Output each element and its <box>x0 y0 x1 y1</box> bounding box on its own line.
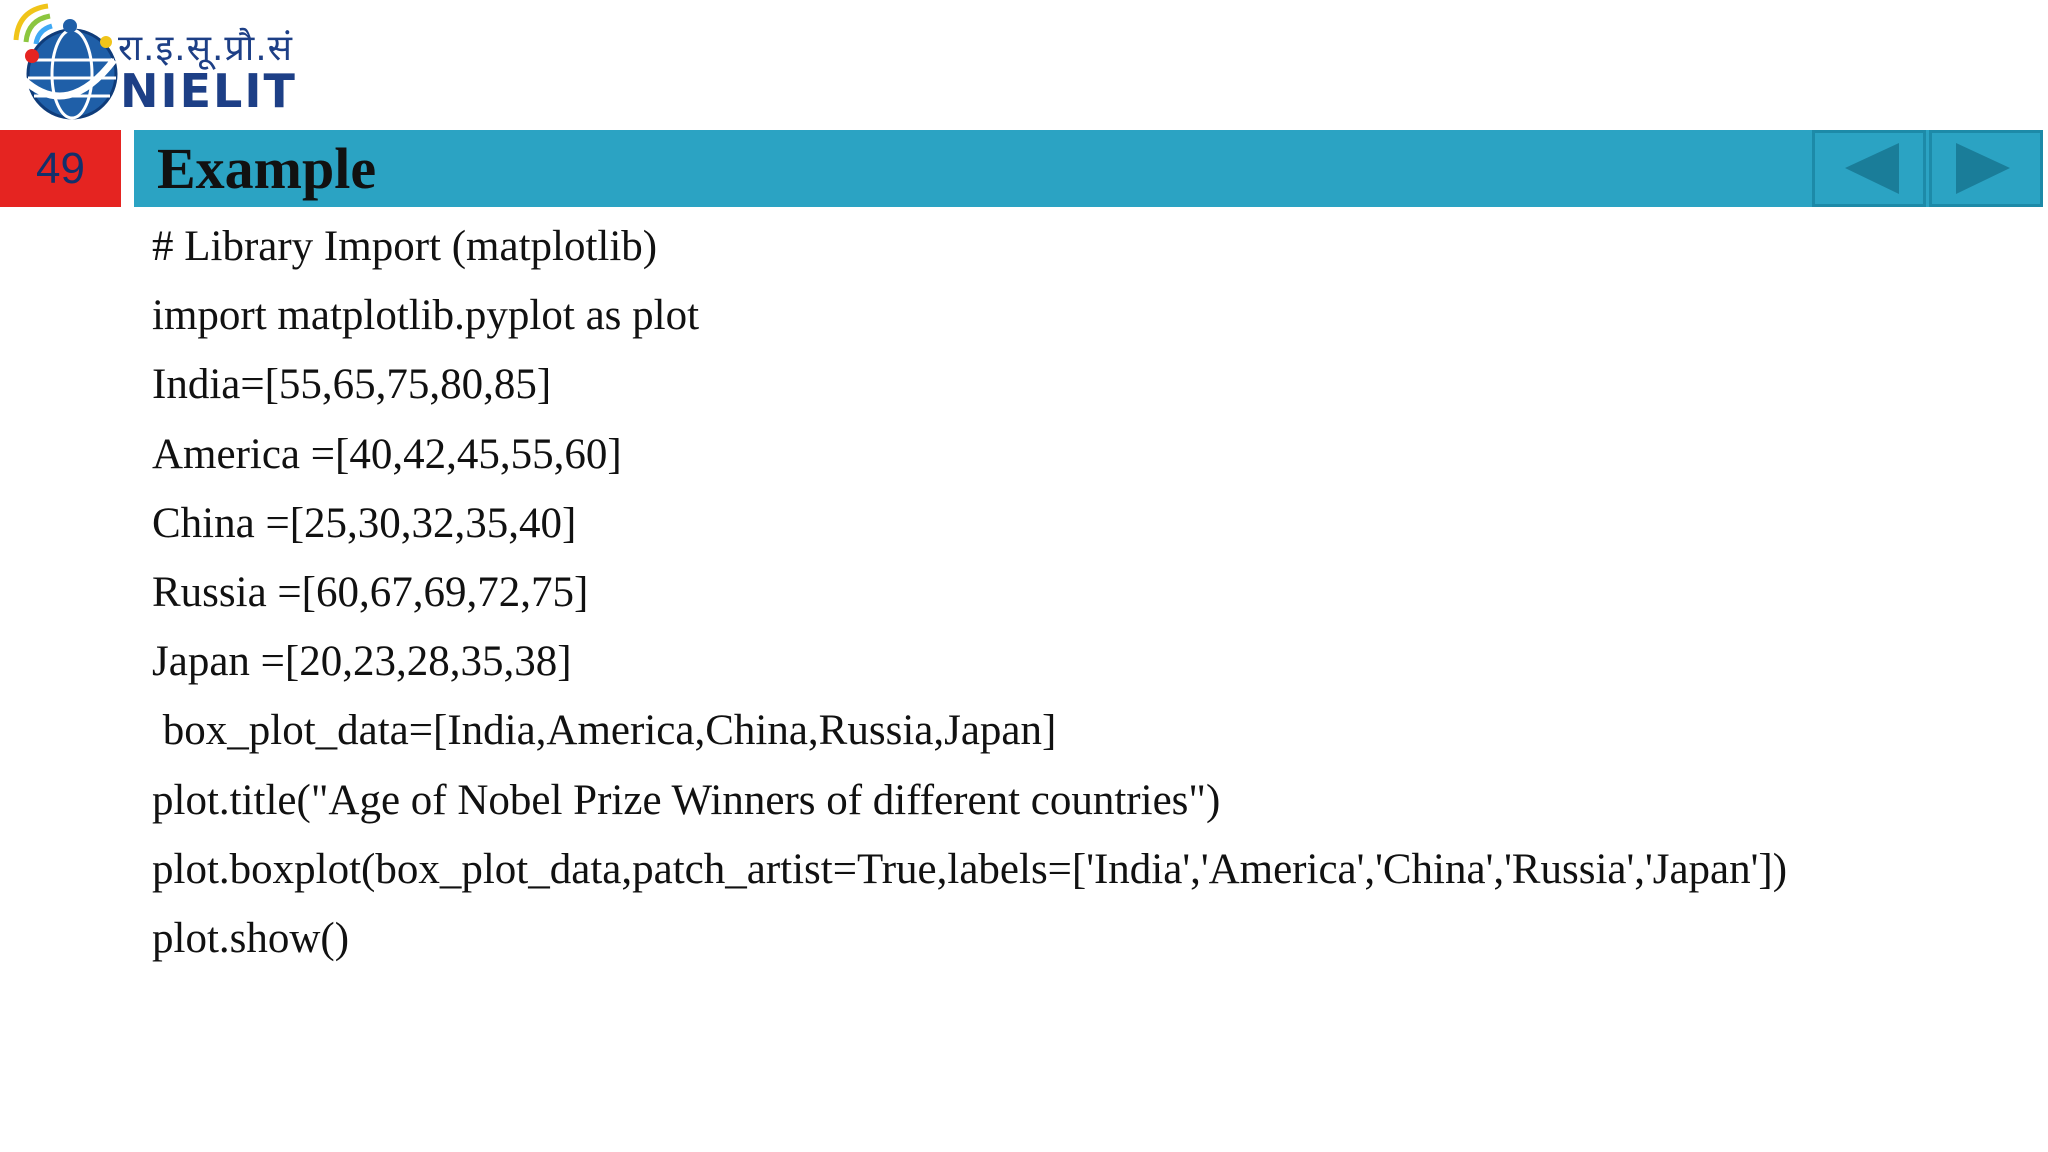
logo-hindi-text: रा.इ.सू.प्रौ.सं <box>118 28 293 69</box>
slide-number: 49 <box>0 130 121 207</box>
code-line: Russia =[60,67,69,72,75] <box>152 568 589 616</box>
code-line: India=[55,65,75,80,85] <box>152 361 552 409</box>
code-line: China =[25,30,32,35,40] <box>152 499 577 547</box>
triangle-right-icon <box>1932 133 2040 204</box>
code-line: import matplotlib.pyplot as plot <box>152 292 700 340</box>
slide-title: Example <box>157 136 377 201</box>
code-line: box_plot_data=[India,America,China,Russia,Japan] <box>152 707 1057 755</box>
code-line: America =[40,42,45,55,60] <box>152 430 622 478</box>
title-bar <box>134 130 2042 207</box>
logo-name: NIELIT <box>120 64 297 118</box>
triangle-left-icon <box>1815 133 1923 204</box>
code-block <box>152 212 2032 973</box>
nielit-globe-logo-icon <box>8 0 120 124</box>
code-line: plot.title("Age of Nobel Prize Winners of different countries") <box>152 776 1221 824</box>
code-line: plot.boxplot(box_plot_data,patch_artist=True,labels=['India','America','China','Russia','Japan']) <box>152 845 1788 893</box>
nielit-logo <box>8 0 308 124</box>
next-slide-button[interactable] <box>1929 130 2043 207</box>
code-line: plot.show() <box>152 914 350 962</box>
code-line: Japan =[20,23,28,35,38] <box>152 638 572 686</box>
previous-slide-button[interactable] <box>1812 130 1926 207</box>
code-line: # Library Import (matplotlib) <box>152 223 658 270</box>
